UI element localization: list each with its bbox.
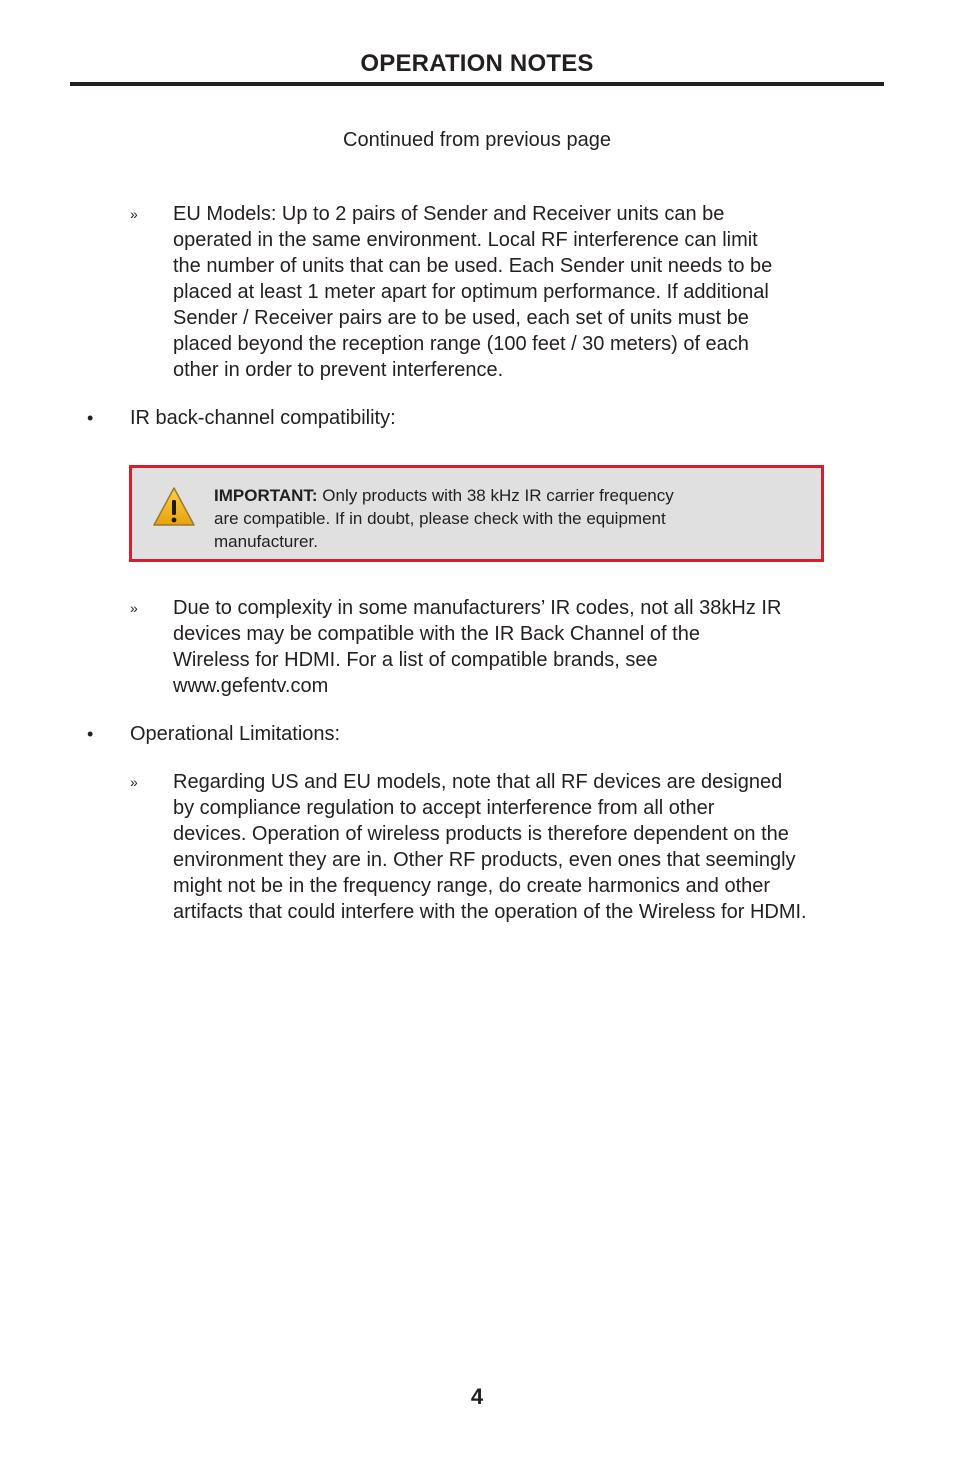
eu-models-note: EU Models: Up to 2 pairs of Sender and Receiver units can be operated in the same environment. Local RF interference can limit the number of units that can be used. Each Sender unit needs to be placed at least 1 meter apart for optimum performance. If additional Sender / Receiver pairs are to be used, each set of units must be placed beyond the reception range (100 feet / 30 meters) of each other in order to prevent interference. bbox=[173, 203, 773, 381]
sub-bullet-marker: » bbox=[130, 774, 138, 790]
ir-compatibility-heading: IR back-channel compatibility: bbox=[130, 407, 396, 429]
sub-bullet-marker: » bbox=[130, 206, 138, 222]
notice-body: Only products with 38 kHz IR carrier frequency are compatible. If in doubt, please check with the equipment manufacturer. bbox=[214, 486, 674, 551]
rf-limitations-note: Regarding US and EU models, note that all RF devices are designed by compliance regulation to accept interference from all other devices. Operation of wireless products is therefore dependent on the environment they are in. Other RF products, even ones that seemingly might not be in the frequency range, do create harmonics and other artifacts that could interfere with the operation of the Wireless for HDMI. bbox=[173, 771, 807, 923]
main-bullet-marker: • bbox=[87, 408, 94, 428]
important-notice-box bbox=[129, 465, 824, 562]
ir-codes-note: Due to complexity in some manufacturers’ IR codes, not all 38kHz IR devices may be compatible with the IR Back Channel of the Wireless for HDMI. For a list of compatible brands, see www.gefentv.com bbox=[173, 597, 782, 697]
notice-text bbox=[214, 484, 774, 553]
main-bullet-marker: • bbox=[87, 724, 94, 744]
page-title: OPERATION NOTES bbox=[360, 50, 594, 77]
continued-note: Continued from previous page bbox=[343, 129, 611, 151]
notice-label: IMPORTANT: bbox=[214, 486, 318, 505]
warning-icon bbox=[152, 486, 196, 528]
page-number: 4 bbox=[470, 1384, 484, 1409]
operational-limitations-heading: Operational Limitations: bbox=[130, 723, 341, 745]
title-divider bbox=[70, 82, 884, 86]
sub-bullet-marker: » bbox=[130, 600, 138, 616]
